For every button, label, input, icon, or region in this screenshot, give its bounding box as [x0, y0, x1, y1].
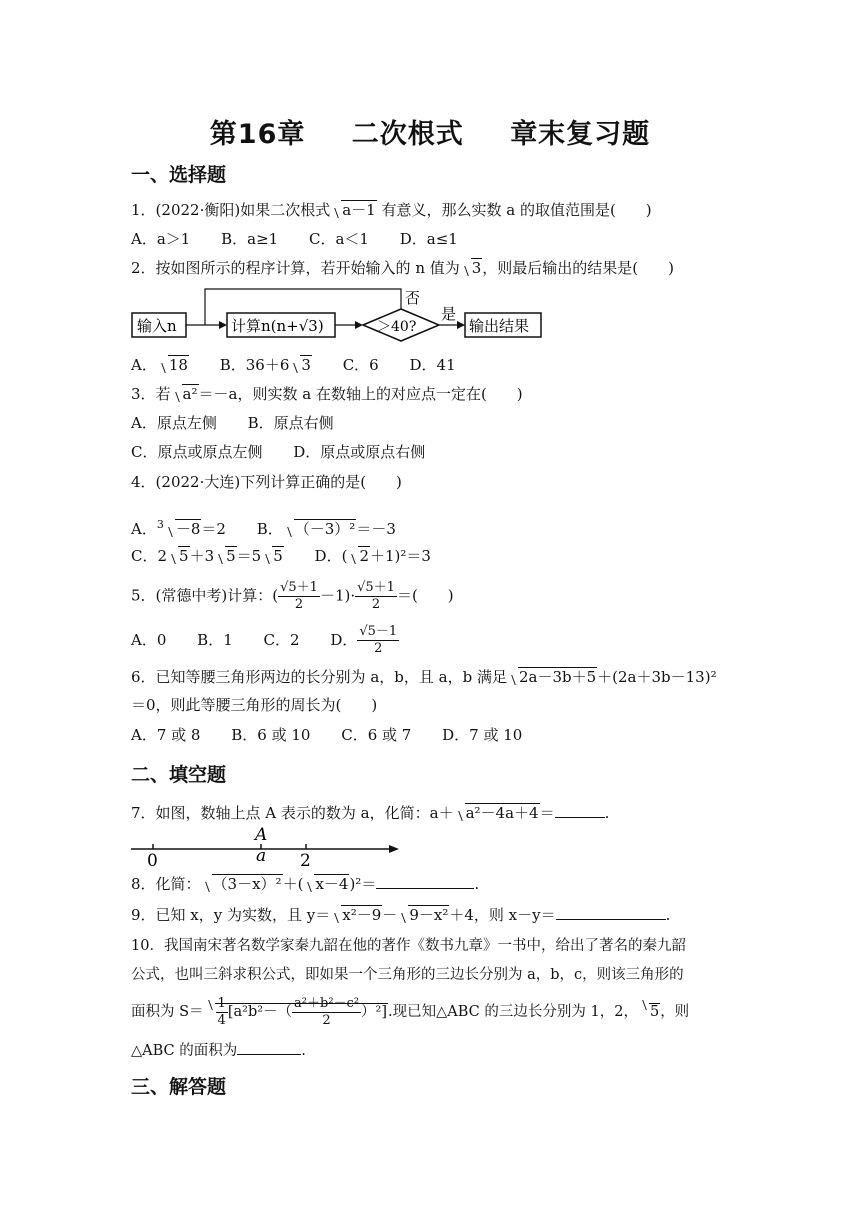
- question-5: 5．(常德中考)计算：( $\frac{√5+1}{2}$ －1)· $\frac{√5+1}{2}$ ＝( ): [131, 580, 454, 612]
- question-5-options: [131, 624, 425, 657]
- question-3-options-row1: [131, 413, 360, 433]
- flow-calc-label: 计算n(n+√3): [231, 317, 324, 335]
- formula-radical: $\frac{1}{4}$ [a²b²－（ $\frac{\text{a²＋b²－c²}}{2}$ ）²]: [206, 992, 388, 1032]
- question-1-options: [131, 229, 484, 249]
- option-b: B．1: [197, 630, 233, 649]
- section-heading-fill: 二、填空题: [131, 764, 227, 786]
- answer-blank[interactable]: [237, 1038, 301, 1055]
- option-a: A．7 或 8: [131, 726, 201, 744]
- option-a: A．a＞1: [131, 230, 191, 248]
- point-value-label: a: [256, 846, 267, 866]
- tick-label-2: 2: [300, 851, 311, 868]
- question-10-line2: 公式，也叫三斜求积公式，即如果一个三角形的三边长分别为 a，b，c，则该三角形的: [131, 967, 684, 983]
- radical: a－1: [332, 200, 377, 220]
- option-d: D．a≤1: [399, 230, 458, 248]
- question-1: 1．(2022·衡阳)如果二次根式 a－1 有意义，那么实数 a 的取值范围是( ): [131, 201, 652, 219]
- option-d: D．7 或 10: [442, 726, 523, 744]
- fraction: $\frac{√5+1}{2}$: [280, 580, 318, 612]
- section-heading-answer: 三、解答题: [131, 1076, 227, 1098]
- chapter-part: 章末复习题: [510, 119, 651, 150]
- question-7: 7．如图，数轴上点 A 表示的数为 a，化简：a＋ a²－4a＋4＝ .: [131, 801, 609, 823]
- answer-blank[interactable]: [556, 903, 666, 920]
- option-b: B．36＋6 3: [219, 356, 311, 374]
- option-a: A．$^3$ －8＝2: [131, 518, 226, 538]
- flow-input-label: 输入n: [137, 317, 177, 335]
- question-6: 6．已知等腰三角形两边的长分别为 a，b，且 a，b 满足 2a－3b＋5＋(2a＋3b－13)²: [131, 668, 717, 686]
- question-3: 3．若 a²＝－a，则实数 a 在数轴上的对应点一定在( ): [131, 385, 523, 403]
- option-b: B． （－3）²＝－3: [256, 520, 396, 538]
- option-c: C．原点或原点左侧: [131, 443, 263, 461]
- page-title: [0, 112, 860, 151]
- question-3-options-row2: [131, 442, 451, 462]
- question-4-options-row2: [131, 546, 457, 566]
- question-8: 8．化简： （3－x）²＋( x－4)²＝ .: [131, 872, 479, 894]
- tick-label-0: 0: [147, 851, 158, 868]
- option-c: C．6: [342, 356, 379, 374]
- radical: 3: [462, 258, 483, 278]
- question-10-line3: 面积为 S＝ $\frac{1}{4}$ [a²b²－（ $\frac{\text{a²＋b²－c²}}{2}$ ）²].现已知△ABC 的三边长分别为 1，2， 5，则: [131, 992, 689, 1032]
- flow-condition-label: ＞40?: [377, 319, 417, 335]
- option-b: B．原点右侧: [247, 414, 334, 432]
- flow-no-label: 否: [405, 289, 421, 307]
- flow-yes-label: 是: [441, 305, 457, 323]
- question-9: 9．已知 x，y 为实数，且 y＝ x²－9－ 9－x²＋4，则 x－y＝ .: [131, 903, 670, 925]
- option-a: A． 18: [131, 356, 188, 374]
- question-2-options: [131, 355, 482, 375]
- option-b: B．a≥1: [221, 230, 279, 248]
- question-6-options: [131, 725, 548, 745]
- flowchart: [131, 287, 551, 347]
- option-c: C．2 5＋3 5＝5 5: [131, 547, 283, 565]
- answer-blank[interactable]: [376, 872, 474, 889]
- option-d: D． $\frac{√5-1}{2}$: [330, 624, 398, 656]
- question-4-options-row1: [131, 515, 422, 539]
- option-c: C．a＜1: [308, 230, 369, 248]
- answer-blank[interactable]: [555, 801, 605, 818]
- option-c: C．2: [263, 630, 300, 649]
- option-a: A．0: [131, 630, 167, 649]
- option-d: D．( 2＋1)²＝3: [314, 547, 431, 565]
- question-10-line4: △ABC 的面积为 .: [131, 1038, 306, 1061]
- chapter-number: 第16章: [209, 119, 306, 150]
- option-b: B．6 或 10: [231, 726, 311, 744]
- question-4: 4．(2022·大连)下列计算正确的是( ): [131, 473, 402, 491]
- option-c: C．6 或 7: [341, 726, 412, 744]
- fraction: $\frac{√5+1}{2}$: [357, 580, 395, 612]
- question-10-line1: 10．我国南宋著名数学家秦九韶在他的著作《数书九章》一书中，给出了著名的秦九韶: [131, 938, 686, 954]
- chapter-topic: 二次根式: [351, 119, 464, 150]
- point-label: A: [255, 825, 268, 845]
- question-6-line2: ＝0，则此等腰三角形的周长为( ): [131, 696, 378, 714]
- option-d: D．原点或原点右侧: [293, 443, 426, 461]
- question-2: 2．按如图所示的程序计算，若开始输入的 n 值为 3，则最后输出的结果是( ): [131, 259, 675, 277]
- flow-output-label: 输出结果: [469, 317, 530, 335]
- number-line: [131, 818, 401, 868]
- option-a: A．原点左侧: [131, 414, 217, 432]
- section-heading-choice: 一、选择题: [131, 164, 227, 186]
- option-d: D．41: [409, 356, 456, 374]
